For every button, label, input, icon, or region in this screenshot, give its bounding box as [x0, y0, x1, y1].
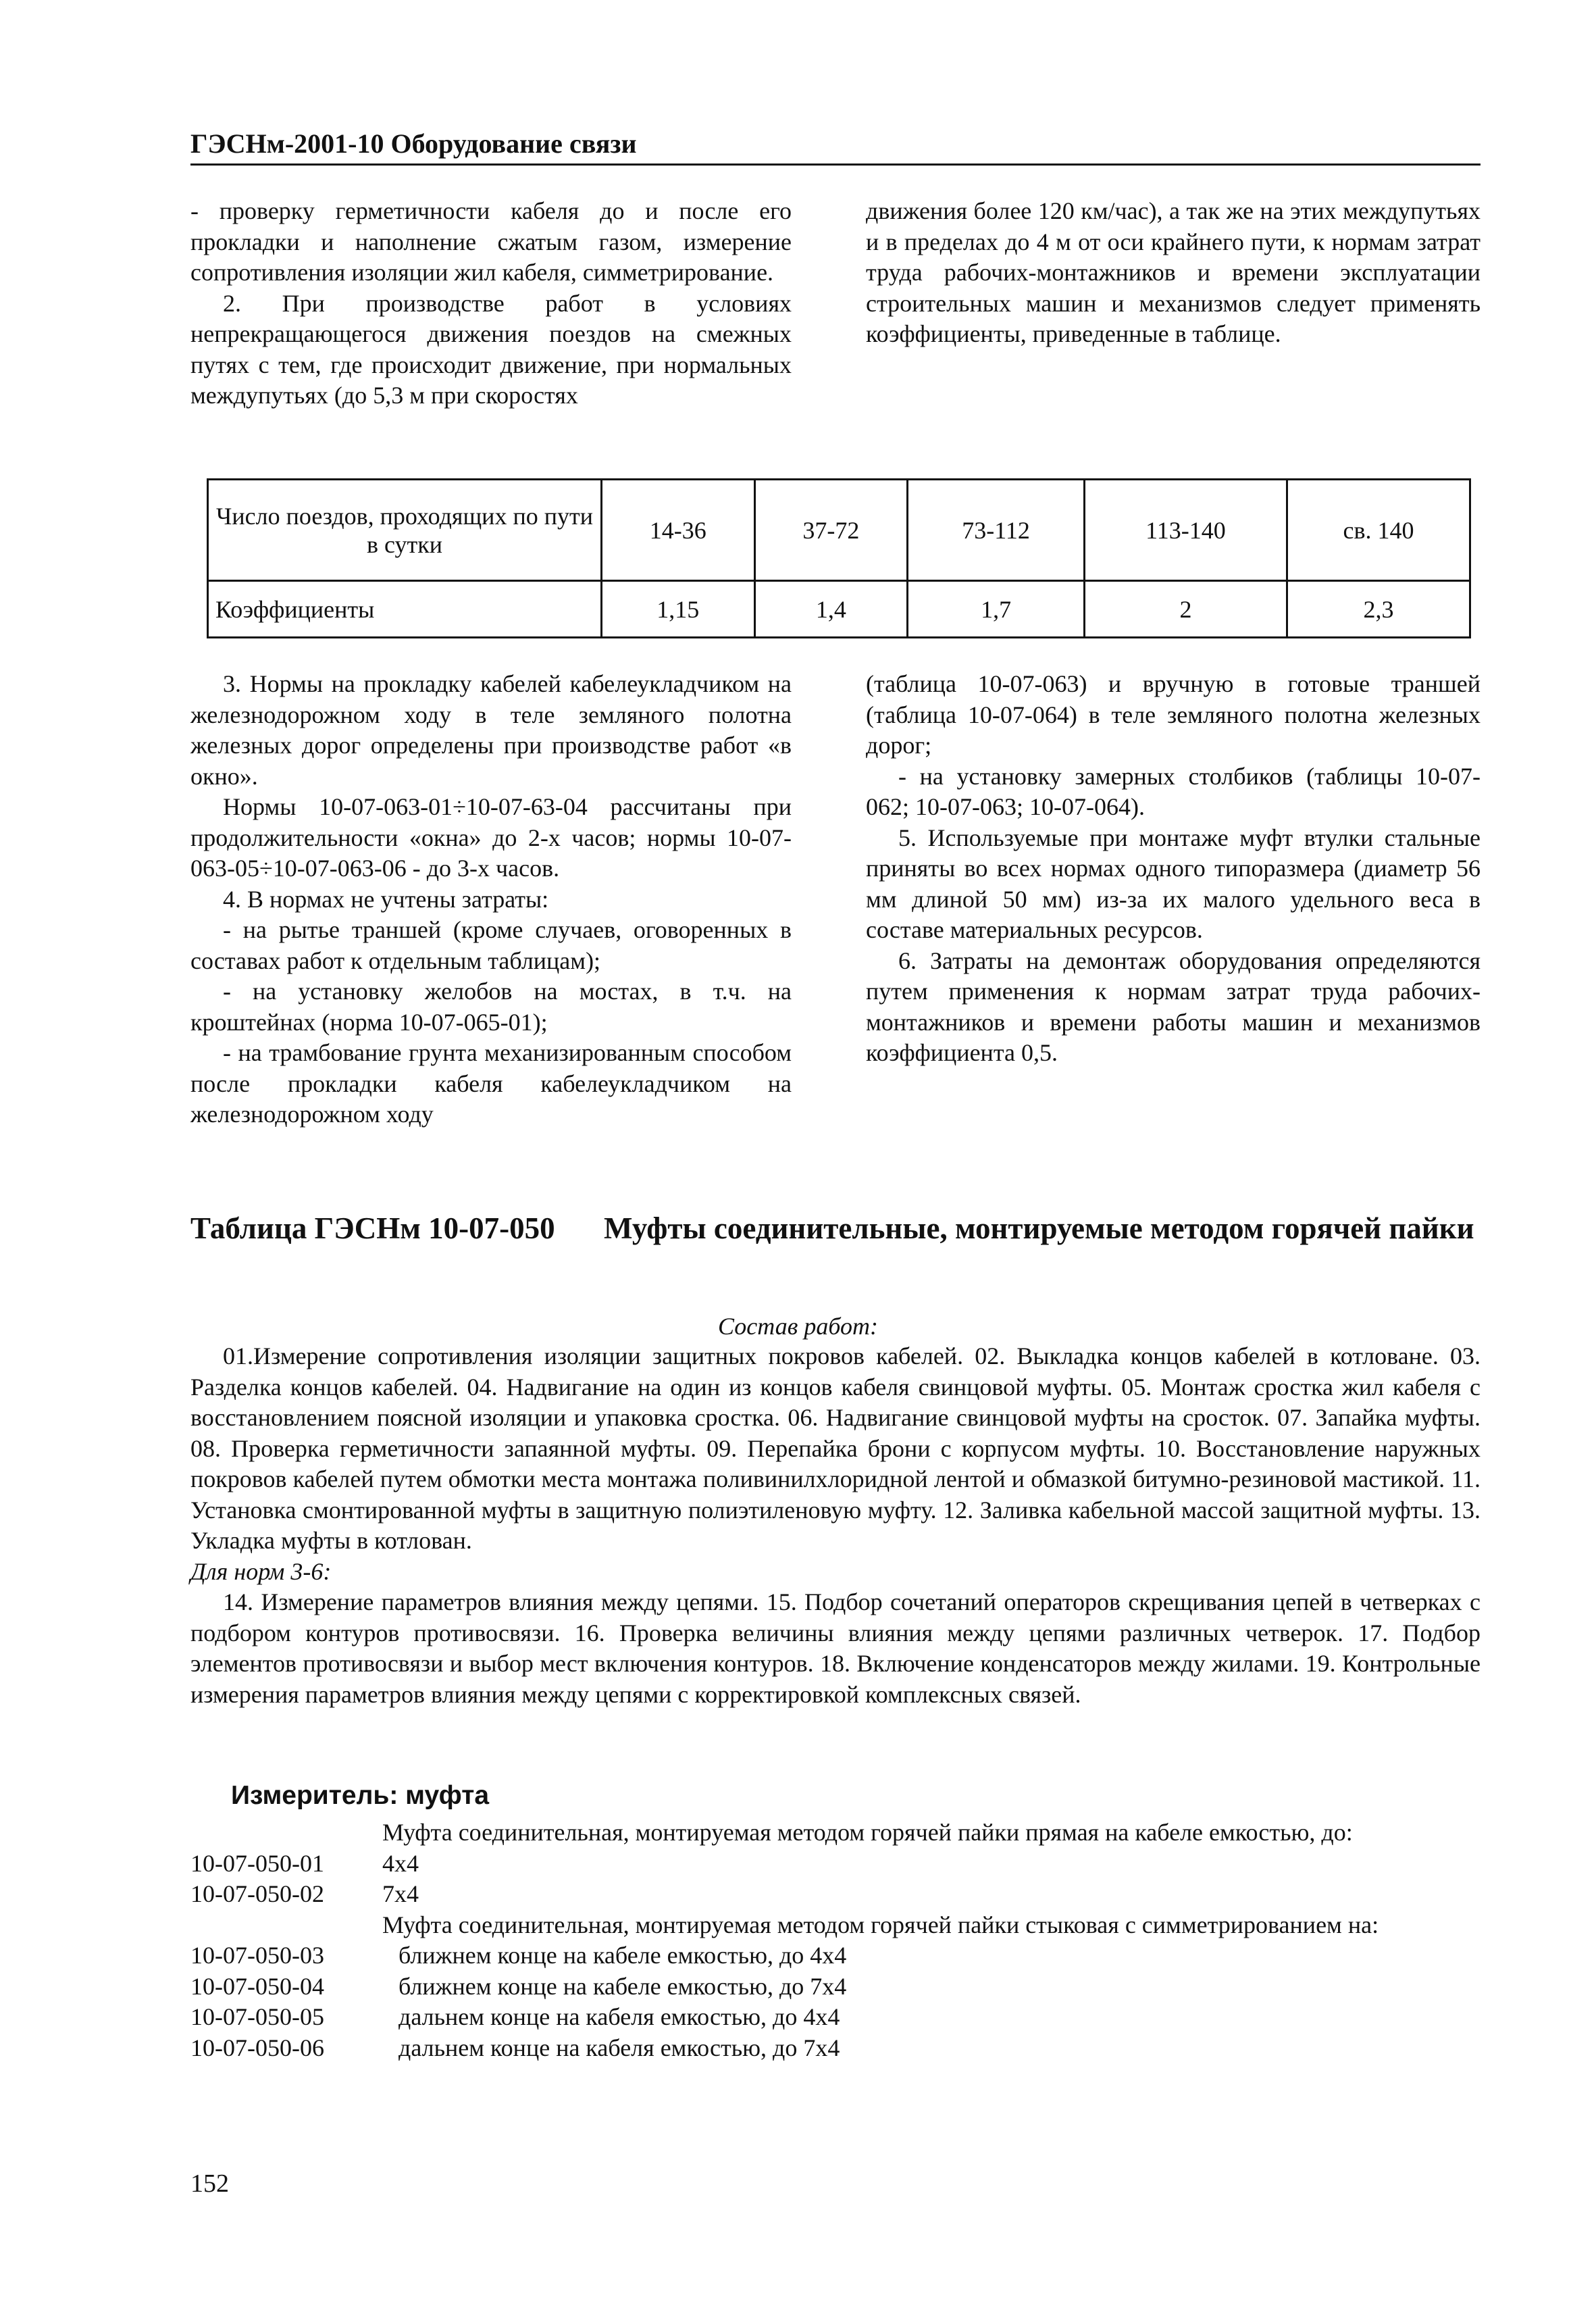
coefficient-cell: 2 [1085, 581, 1287, 638]
norm-description: дальнем конце на кабеля емкостью, до 4x4 [398, 2003, 840, 2030]
running-header: ГЭСНм-2001-10 Оборудование связи [190, 127, 1481, 166]
norm-row [190, 1848, 1481, 1880]
list-item: - на установку замерных столбиков (таблицы 10-07-062; 10-07-063; 10-07-064). [866, 762, 1481, 820]
paragraph: 6. Затраты на демонтаж оборудования определяются путем применения к нормам затрат труда рабочих-монтажников и времени работы машин и механизмов коэффициента 0,5. [866, 947, 1481, 1066]
coefficients-label: Коэффициенты [208, 581, 602, 638]
coefficient-cell: 2,3 [1287, 581, 1470, 638]
table-name: Муфты соединительные, монтируемые методом горячей пайки [604, 1211, 1474, 1245]
norm-description: ближнем конце на кабеле емкостью, до 4x4 [398, 1942, 847, 1969]
norm-row [190, 2002, 1481, 2033]
range-cell: св. 140 [1287, 480, 1470, 581]
work-steps: 01.Измерение сопротивления изоляции защитных покровов кабелей. 02. Выкладка концов кабелей в котловане. 03. Разделка концов кабелей. 04. Надвигание на один из концов кабеля свинцовой муфты. 05. Монтаж сростка жил кабеля с восстановлением поясной изоляции и упаковка сростка. 06. Надвигание свинцовой муфты на сросток. 07. Запайка муфты. 08. Проверка герметичности запаянной муфты. 09. Перепайка брони с корпусом муфты. 10. Восстановление наружных покровов кабелей путем обмотки места монтажа поливинилхлоридной лентой и обмазкой битумно-резиновой мастикой. 11. Установка смонтированной муфты в защитную полиэтиленовую муфту. 12. Заливка кабельной массой защитной муфты. 13. Укладка муфты в котлован. [190, 1342, 1481, 1554]
list-item: - на установку желобов на мостах, в т.ч. на кроштейнах (норма 10-07-065-01); [190, 978, 792, 1036]
work-steps-extra: 14. Измерение параметров влияния между цепями. 15. Подбор сочетаний операторов скрещивания цепей в четверках с подбором контуров противосвязи. 16. Проверка величины влияния между цепями различных четверок. 17. Подбор элементов противосвязи и выбор мест включения контуров. 18. Включение конденсаторов между жилами. 19. Контрольные измерения параметров влияния между цепями с корректировкой комплексных связей. [190, 1588, 1481, 1708]
table-row [208, 480, 1470, 581]
paragraph: 2. При производстве работ в условиях непрекращающегося движения поездов на смежных путях с тем, где происходит движение, при нормальных междупутьях (до 5,3 м при скоростях [190, 289, 792, 409]
work-composition-title: Состав работ: [718, 1313, 878, 1340]
norm-row [190, 1971, 1481, 2003]
norm-code: 10-07-050-02 [190, 1880, 324, 1907]
norms-list [190, 1817, 1481, 2063]
range-cell: 37-72 [754, 480, 908, 581]
paragraph: Нормы 10-07-063-01÷10-07-63-04 рассчитаны при продолжительности «окна» до 2-х часов; нормы 10-07-063-05÷10-07-063-06 - до 3-х часов. [190, 793, 792, 882]
norm-description: Муфта соединительная, монтируемая методом горячей пайки прямая на кабеле емкостью, до: [382, 1819, 1353, 1846]
table-number: Таблица ГЭСНм 10-07-050 [190, 1211, 555, 1245]
notes-right-column [866, 669, 1481, 1069]
notes-left-column [190, 669, 792, 1130]
norm-group-heading [190, 1817, 1481, 1848]
coefficient-cell: 1,15 [602, 581, 755, 638]
norm-description: 4x4 [382, 1849, 419, 1877]
paragraph: (таблица 10-07-063) и вручную в готовые траншей (таблица 10-07-064) в теле земляного полотна железных дорог; [866, 670, 1481, 759]
range-cell: 113-140 [1085, 480, 1287, 581]
norm-row [190, 2033, 1481, 2064]
range-cell: 73-112 [908, 480, 1085, 581]
meter-label: Измеритель: муфта [231, 1781, 490, 1810]
norm-description: дальнем конце на кабеля емкостью, до 7x4 [398, 2034, 840, 2061]
page-number: 152 [190, 2169, 229, 2198]
paragraph: 4. В нормах не учтены затраты: [223, 885, 549, 913]
coefficient-cell: 1,7 [908, 581, 1085, 638]
for-norms-label: Для норм 3-6: [190, 1557, 332, 1585]
norm-row [190, 1879, 1481, 1910]
norm-code [190, 1817, 382, 1848]
range-cell: 14-36 [602, 480, 755, 581]
norm-row [190, 1940, 1481, 1971]
list-item: - на рытье траншей (кроме случаев, оговоренных в составах работ к отдельным таблицам); [190, 916, 792, 974]
norm-code: 10-07-050-04 [190, 1972, 324, 2000]
coefficient-cell: 1,4 [754, 581, 908, 638]
work-composition [190, 1341, 1481, 1710]
list-item: - на трамбование грунта механизированным способом после прокладки кабеля кабелеукладчиком на железнодорожном ходу [190, 1039, 792, 1128]
paragraph: 5. Используемые при монтаже муфт втулки стальные приняты во всех нормах одного типоразмера (диаметр 56 мм длиной 50 мм) из-за их малого удельного веса в составе материальных ресурсов. [866, 824, 1481, 943]
intro-left-column [190, 196, 792, 411]
norm-description: Муфта соединительная, монтируемая методом горячей пайки стыковая с симметрированием на: [382, 1911, 1379, 1938]
table-row [208, 581, 1470, 638]
coefficients-table [207, 478, 1471, 638]
paragraph: 3. Нормы на прокладку кабелей кабелеукладчиком на железнодорожном ходу в теле земляного полотна железных дорог определены при производстве работ «в окно». [190, 670, 792, 790]
norm-group-heading [190, 1910, 1481, 1941]
intro-right-column [866, 196, 1481, 350]
norm-description: 7x4 [382, 1880, 419, 1907]
norm-code: 10-07-050-06 [190, 2034, 324, 2061]
trains-per-day-label: Число поездов, проходящих по пути в сутки [208, 480, 602, 581]
paragraph: - проверку герметичности кабеля до и после его прокладки и наполнение сжатым газом, измерение сопротивления изоляции жил кабеля, симметрирование. [190, 197, 792, 286]
norm-code: 10-07-050-03 [190, 1942, 324, 1969]
norm-description: ближнем конце на кабеле емкостью, до 7x4 [398, 1972, 847, 2000]
norm-code: 10-07-050-01 [190, 1849, 324, 1877]
norm-code: 10-07-050-05 [190, 2003, 324, 2030]
paragraph: движения более 120 км/час), а так же на этих междупутьях и в пределах до 4 м от оси крайнего пути, к нормам затрат труда рабочих-монтажников и времени эксплуатации строительных машин и механизмов следует применять коэффициенты, приведенные в таблице. [866, 197, 1481, 347]
norm-code [190, 1910, 382, 1941]
